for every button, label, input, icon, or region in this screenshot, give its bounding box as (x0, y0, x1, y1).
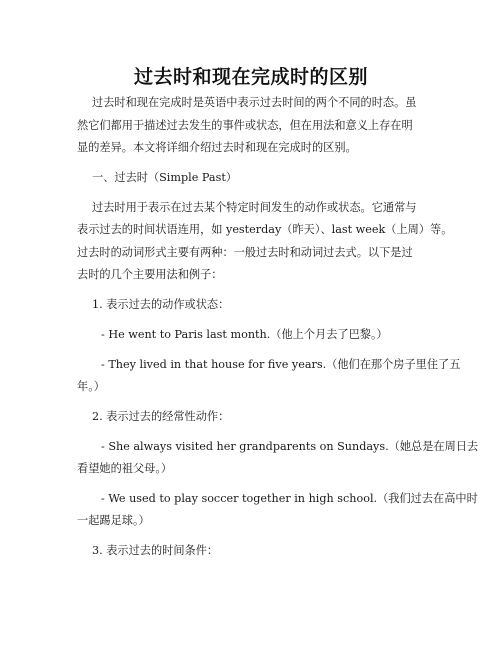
section-heading: 一、过去时（Simple Past） (92, 171, 238, 184)
example-line: - He went to Paris last month.（他上个月去了巴黎。） (101, 328, 388, 341)
paragraph-line: 过去时用于表示在过去某个特定时间发生的动作或状态。它通常与 (92, 201, 417, 214)
list-heading: 2. 表示过去的经常性动作： (92, 410, 230, 423)
example-line: 年。） (77, 380, 105, 393)
example-line: 一起踢足球。） (77, 514, 150, 527)
example-line: - They lived in that house for five years.（他们在那个房子里住了五 (101, 358, 461, 371)
example-line: - She always visited her grandparents on Sundays.（她总是在周日去 (101, 440, 479, 453)
list-heading: 1. 表示过去的动作或状态： (92, 298, 230, 311)
paragraph-line: 表示过去的时间状语连用，如 yesterday（昨天）、last week（上周）等。 (77, 223, 453, 236)
example-line: - We used to play soccer together in high school.（我们过去在高中时 (101, 492, 478, 505)
list-heading: 3. 表示过去的时间条件： (92, 544, 219, 557)
paragraph-line: 去时的几个主要用法和例子： (77, 268, 223, 281)
paragraph-line: 过去时的动词形式主要有两种：一般过去时和动词过去式。以下是过 (77, 246, 413, 259)
document-title: 过去时和现在完成时的区别 (133, 66, 368, 88)
paragraph-line: 然它们都用于描述过去发生的事件或状态，但在用法和意义上存在明 (77, 119, 413, 132)
example-line: 看望她的祖父母。） (77, 462, 173, 475)
paragraph-line: 显的差异。本文将详细介绍过去时和现在完成时的区别。 (77, 141, 357, 154)
paragraph-line: 过去时和现在完成时是英语中表示过去时间的两个不同的时态。虽 (92, 96, 417, 109)
